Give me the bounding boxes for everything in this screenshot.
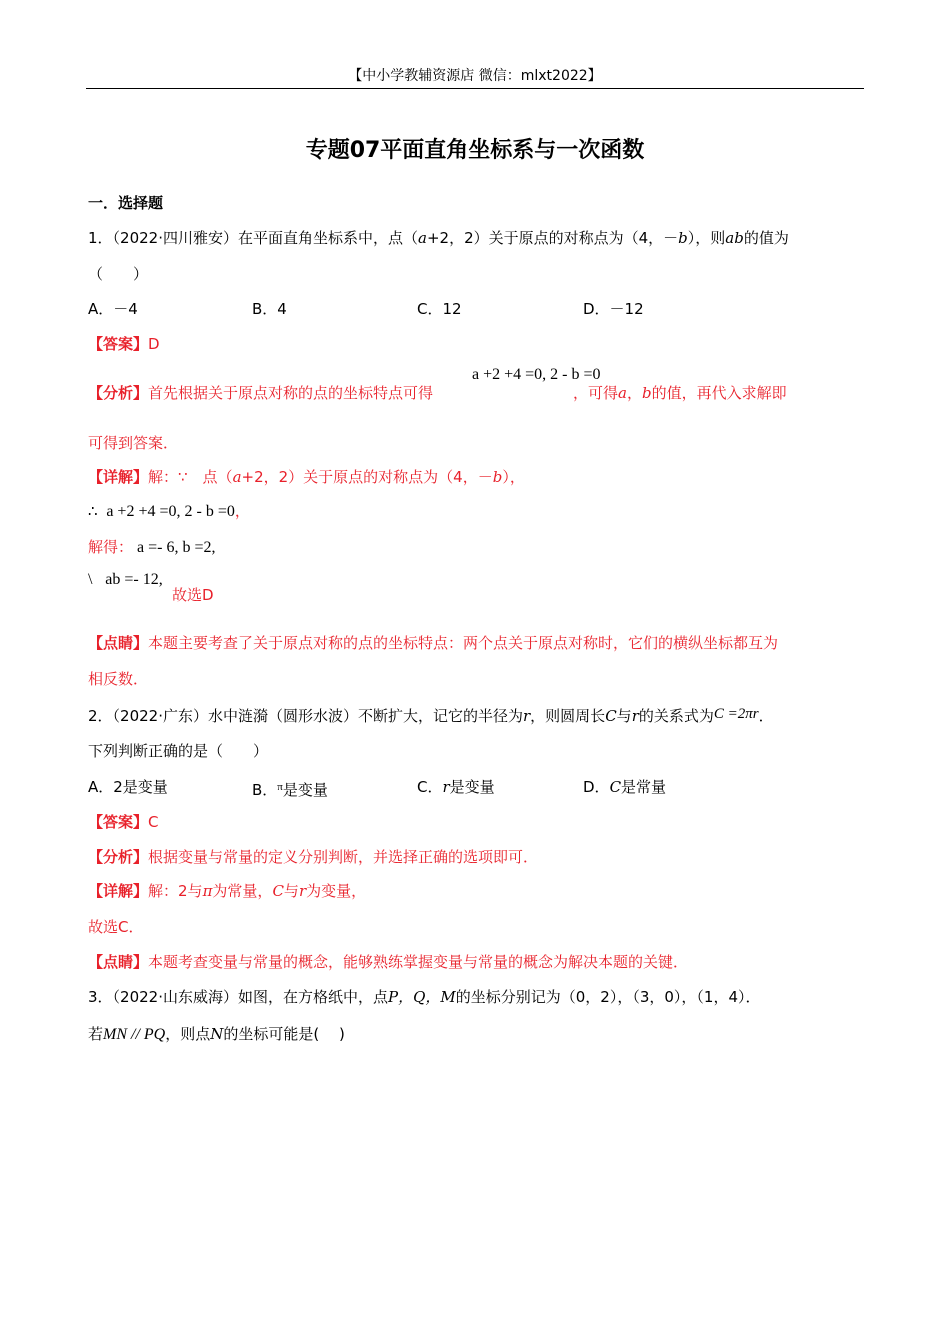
analysis-text: 根据变量与常量的定义分别判断，并选择正确的选项即可． xyxy=(148,848,539,866)
detail-tag: 【详解】 xyxy=(88,468,149,486)
therefore-symbol-2: \ xyxy=(88,571,93,588)
analysis-var: a xyxy=(618,384,627,402)
option-letter: D． xyxy=(583,778,610,796)
q1-stem-line2: （ ） xyxy=(88,265,149,283)
q2-text: ，则圆周长 xyxy=(530,707,606,725)
q2-comment xyxy=(88,951,688,973)
option-text: 是变量 xyxy=(282,781,328,799)
q2-option-a: A．2是变量 xyxy=(88,778,168,796)
q1-var: b xyxy=(678,229,688,247)
q2-stem-line1 xyxy=(88,703,774,727)
q2-option-b xyxy=(252,776,328,801)
header-rule xyxy=(86,88,864,89)
detail-var: a xyxy=(232,468,242,486)
q2-text: 的关系式为 xyxy=(638,707,714,725)
q1-var: ab xyxy=(725,229,744,247)
q1-analysis-formula: a +2 +4 =0, 2 - b =0 xyxy=(472,366,601,383)
detail-text: 解：2与 xyxy=(148,882,203,900)
option-letter: C． xyxy=(417,778,443,796)
answer-value: D xyxy=(148,335,160,353)
analysis-text: ， xyxy=(627,384,643,402)
comment-text: 本题主要考查了关于原点对称的点的坐标特点：两个点关于原点对称时，它们的横纵坐标都互为 xyxy=(148,634,779,652)
q3-text: ，则点 xyxy=(165,1025,211,1043)
detail-text: 与 xyxy=(283,882,299,900)
q2-formula: C =2πr xyxy=(713,706,759,722)
q3-text: 若 xyxy=(88,1025,104,1043)
solve-formula: a =- 6, b =2, xyxy=(137,539,216,556)
detail-var: π xyxy=(202,882,213,900)
q1-option-d: D．－12 xyxy=(583,300,644,318)
therefore-symbol: ∴ xyxy=(88,502,98,520)
analysis-text: ，可得 xyxy=(573,384,619,402)
answer-tag: 【答案】 xyxy=(88,813,149,831)
analysis-text: 首先根据关于原点对称的点的坐标特点可得 xyxy=(148,384,434,402)
document-title: 专题07平面直角坐标系与一次函数 xyxy=(305,138,645,163)
q1-var: a xyxy=(418,229,427,247)
q1-detail xyxy=(88,466,525,488)
detail-formula: a +2 +4 =0, 2 - b =0 xyxy=(106,503,235,520)
option-var: r xyxy=(442,778,450,796)
analysis-text: 的值，再代入求解即 xyxy=(651,384,787,402)
q1-option-c: C．12 xyxy=(417,300,462,318)
q1-analysis xyxy=(88,382,787,404)
q2-text: 与 xyxy=(616,707,632,725)
solve-label: 解得： xyxy=(88,538,134,556)
q3-text: 3．（2022·山东威海）如图，在方格纸中，点 xyxy=(88,988,388,1006)
detail-var: b xyxy=(492,468,503,486)
q1-comment xyxy=(88,632,778,654)
detail-text: 解：∵ 点（ xyxy=(148,468,233,486)
option-text: 是变量 xyxy=(449,778,495,796)
option-var: C xyxy=(609,778,622,796)
q1-choose: 故选D xyxy=(172,586,214,604)
q1-text: 的值为 xyxy=(743,229,789,247)
comment-tag: 【点睛】 xyxy=(88,953,149,971)
q2-answer xyxy=(88,811,159,833)
analysis-tag: 【分析】 xyxy=(88,848,149,866)
q1-answer xyxy=(88,333,160,355)
section-heading: 一．选择题 xyxy=(88,194,164,212)
q1-therefore-line xyxy=(88,500,250,523)
q2-var: r xyxy=(631,707,639,725)
q3-stem-line2 xyxy=(88,1023,345,1046)
detail-text: 为变量， xyxy=(306,882,367,900)
q1-comment-line2: 相反数． xyxy=(88,670,149,688)
q2-var: C xyxy=(605,707,617,725)
q3-vars: P，Q，M xyxy=(388,988,456,1006)
analysis-tag: 【分析】 xyxy=(88,384,149,402)
q1-solve-line xyxy=(88,536,216,559)
detail-var: C xyxy=(272,882,284,900)
page-header: 【中小学教辅资源店 微信：mlxt2022】 xyxy=(348,68,602,84)
q1-text: ），则 xyxy=(687,229,726,247)
detail-var: r xyxy=(298,882,307,900)
detail-comma: ， xyxy=(234,502,250,520)
q1-option-a: A．－4 xyxy=(88,300,138,318)
detail-text: +2，2）关于原点的对称点为（4，－ xyxy=(241,468,493,486)
ab-formula: ab =- 12, xyxy=(105,571,163,588)
q2-text: 2．（2022·广东）水中涟漪（圆形水波）不断扩大，记它的半径为 xyxy=(88,707,523,725)
option-letter: B． xyxy=(252,781,278,799)
comment-tag: 【点睛】 xyxy=(88,634,149,652)
analysis-var: b xyxy=(642,384,652,402)
q2-option-d xyxy=(583,776,666,798)
q3-formula: MN // PQ xyxy=(103,1026,166,1043)
detail-tag: 【详解】 xyxy=(88,882,149,900)
q2-detail xyxy=(88,880,366,902)
q1-text: +2，2）关于原点的对称点为（4，－ xyxy=(426,229,679,247)
detail-text: ）， xyxy=(502,468,525,486)
q1-analysis-line2: 可得到答案． xyxy=(88,434,179,452)
q1-option-b: B．4 xyxy=(252,300,287,318)
q1-text: 1．（2022·四川雅安）在平面直角坐标系中，点（ xyxy=(88,229,418,247)
q2-stem-line2: 下列判断正确的是（ ） xyxy=(88,742,269,760)
option-text: 是常量 xyxy=(621,778,667,796)
answer-tag: 【答案】 xyxy=(88,335,149,353)
q2-var: r xyxy=(523,707,531,725)
answer-value: C xyxy=(148,813,159,831)
q1-ab-line xyxy=(88,568,163,591)
q1-stem-line1 xyxy=(88,227,789,249)
q3-text: 的坐标分别记为（0，2），（3，0），（1，4）． xyxy=(455,988,761,1006)
q3-var: N xyxy=(210,1025,224,1043)
q3-text: 的坐标可能是( ) xyxy=(223,1025,345,1043)
detail-text: 为常量， xyxy=(212,882,273,900)
q2-analysis xyxy=(88,846,538,868)
comment-text: 本题考查变量与常量的概念，能够熟练掌握变量与常量的概念为解决本题的关键． xyxy=(148,953,689,971)
pi-symbol: π xyxy=(277,781,283,793)
q2-choose: 故选C． xyxy=(88,918,144,936)
q2-text: ． xyxy=(758,707,774,725)
q2-option-c xyxy=(417,776,495,798)
q3-stem-line1 xyxy=(88,986,761,1008)
